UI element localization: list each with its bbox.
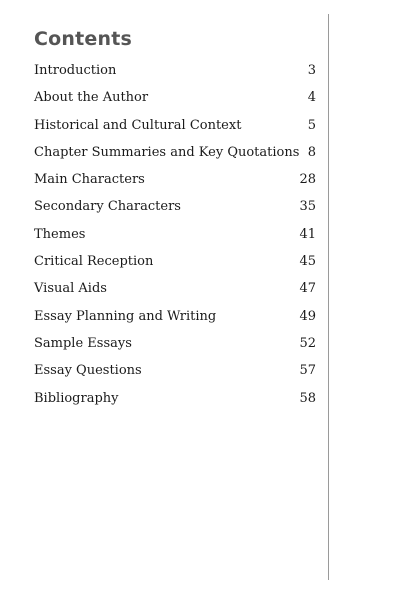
toc-entry-page: 49: [299, 308, 316, 324]
toc-entry-title: Historical and Cultural Context: [34, 117, 242, 133]
toc-entry: [34, 389, 316, 416]
toc-entry-title: Essay Planning and Writing: [34, 308, 217, 324]
toc-entry-page: 4: [307, 90, 316, 106]
toc-entry: [34, 361, 316, 388]
vertical-divider-line: [328, 14, 329, 580]
toc-entry-page: 52: [299, 335, 316, 351]
toc-entry-page: 57: [299, 363, 316, 379]
toc-entry: [34, 252, 316, 279]
toc-entry-title: Critical Reception: [34, 254, 154, 270]
toc-entry-page: 47: [299, 281, 316, 297]
toc-entry-title: Bibliography: [34, 390, 119, 406]
toc-entry-page: 35: [299, 199, 316, 215]
toc-entry-title: Themes: [34, 226, 86, 242]
toc-entry-title: Main Characters: [34, 172, 145, 188]
toc-entry: [34, 61, 316, 88]
toc-entry-page: 28: [299, 172, 316, 188]
toc-entry: [34, 307, 316, 334]
toc-entry-page: 41: [299, 226, 316, 242]
toc-entry-page: 5: [307, 117, 316, 133]
toc-entry-page: 58: [299, 390, 316, 406]
toc-entry: [34, 334, 316, 361]
toc-entry-title: Secondary Characters: [34, 199, 181, 215]
toc-entry: [34, 197, 316, 224]
toc-entry-title: Introduction: [34, 63, 117, 78]
toc-entry-title: Visual Aids: [34, 281, 107, 297]
toc-entry-title: Sample Essays: [34, 335, 132, 351]
contents-heading: Contents: [34, 28, 133, 50]
toc-entry: [34, 225, 316, 252]
toc-entry-title: Chapter Summaries and Key Quotations: [34, 144, 300, 160]
toc-entry: [34, 116, 316, 143]
toc-entry-page: 3: [307, 63, 316, 78]
toc-entry: [34, 143, 316, 170]
toc-entry-title: Essay Questions: [34, 363, 142, 379]
toc-entry: [34, 170, 316, 197]
toc-entry-page: 45: [299, 254, 316, 270]
table-of-contents: [34, 61, 316, 416]
toc-entry-page: 8: [307, 144, 316, 160]
toc-entry: [34, 279, 316, 306]
toc-entry-title: About the Author: [34, 90, 149, 106]
toc-entry: [34, 88, 316, 115]
